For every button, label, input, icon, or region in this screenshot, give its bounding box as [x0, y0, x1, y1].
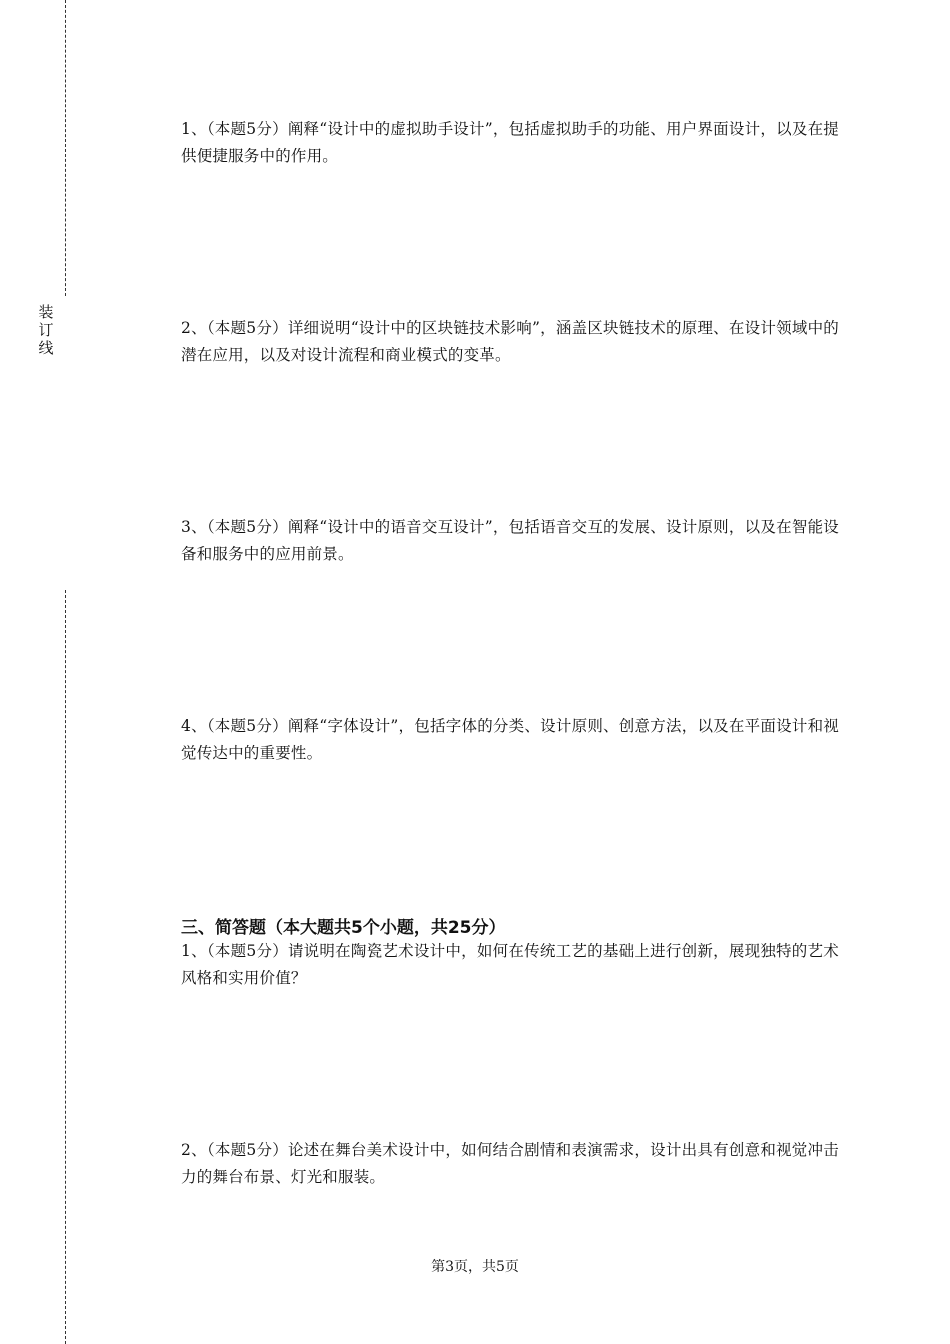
question-text: 2、（本题5分）详细说明“设计中的区块链技术影响”，涵盖区块链技术的原理、在设计领域中的潜在应用，以及对设计流程和商业模式的变革。	[181, 319, 839, 364]
question-text: 1、（本题5分）阐释“设计中的虚拟助手设计”，包括虚拟助手的功能、用户界面设计，以及在提供便捷服务中的作用。	[181, 120, 839, 165]
binding-char: 装	[38, 303, 54, 321]
binding-char: 订	[38, 321, 54, 339]
question-text: 4、（本题5分）阐释“字体设计”，包括字体的分类、设计原则、创意方法，以及在平面设计和视觉传达中的重要性。	[181, 717, 839, 762]
question-text: 1、（本题5分）请说明在陶瓷艺术设计中，如何在传统工艺的基础上进行创新，展现独特的艺术风格和实用价值？	[181, 942, 839, 987]
binding-line-label	[36, 303, 56, 357]
question-text: 2、（本题5分）论述在舞台美术设计中，如何结合剧情和表演需求，设计出具有创意和视觉冲击力的舞台布景、灯光和服装。	[181, 1141, 839, 1186]
section-title: 三、简答题（本大题共5个小题，共25分）	[181, 918, 506, 938]
page-number: 第3页，共5页	[431, 1259, 519, 1275]
binding-dashed-line-top	[65, 0, 66, 296]
question-text: 3、（本题5分）阐释“设计中的语音交互设计”，包括语音交互的发展、设计原则，以及在智能设备和服务中的应用前景。	[181, 518, 839, 563]
binding-char: 线	[38, 339, 54, 357]
binding-dashed-line-bottom	[65, 590, 66, 1344]
